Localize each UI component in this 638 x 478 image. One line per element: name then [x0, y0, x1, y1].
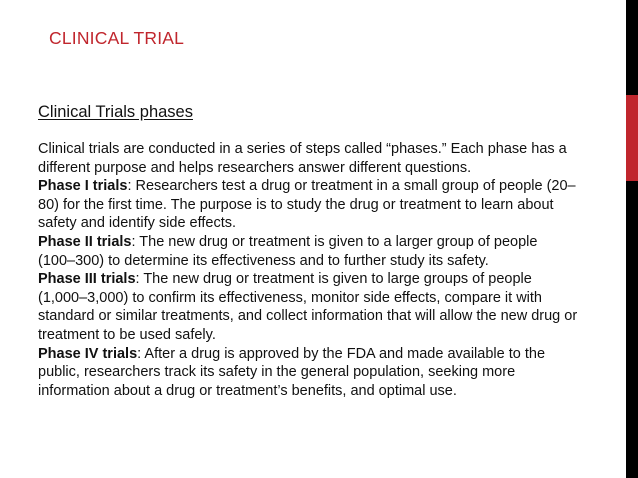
edge-accent-bar — [626, 95, 638, 181]
phase-1-name: Phase I trials — [38, 178, 128, 195]
phase-2-text: : The new drug or treatment is given to a larger group of people (100–300) to determine its effectiveness and to further study its safety. — [38, 233, 538, 269]
slide-title: CLINICAL TRIAL — [49, 28, 185, 48]
phase-2-paragraph — [38, 233, 578, 270]
phase-4-paragraph — [38, 345, 578, 401]
section-subtitle: Clinical Trials phases — [38, 103, 193, 121]
slide-content — [38, 103, 578, 400]
phase-3-name: Phase III trials — [38, 271, 136, 288]
phase-2-name: Phase II trials — [38, 233, 132, 250]
edge-bar — [626, 0, 638, 478]
phase-4-name: Phase IV trials — [38, 345, 138, 362]
phase-3-paragraph — [38, 270, 578, 344]
phase-3-text: : The new drug or treatment is given to large groups of people (1,000–3,000) to confirm its effectiveness, monitor side effects, compare it with standard or similar treatments, and collect information that will allow the new drug or treatment to be used safely. — [38, 271, 578, 343]
phase-1-paragraph — [38, 177, 578, 233]
phase-4-text: : After a drug is approved by the FDA and made available to the public, researchers track its safety in the general population, seeking more information about a drug or treatment’s benefits, and optimal use. — [38, 345, 546, 399]
phase-1-text: : Researchers test a drug or treatment in a small group of people (20–80) for the first time. The purpose is to study the drug or treatment to learn about safety and identify side effects. — [38, 178, 576, 232]
intro-paragraph: Clinical trials are conducted in a series of steps called “phases.” Each phase has a different purpose and helps researchers answer different questions. — [38, 141, 567, 176]
